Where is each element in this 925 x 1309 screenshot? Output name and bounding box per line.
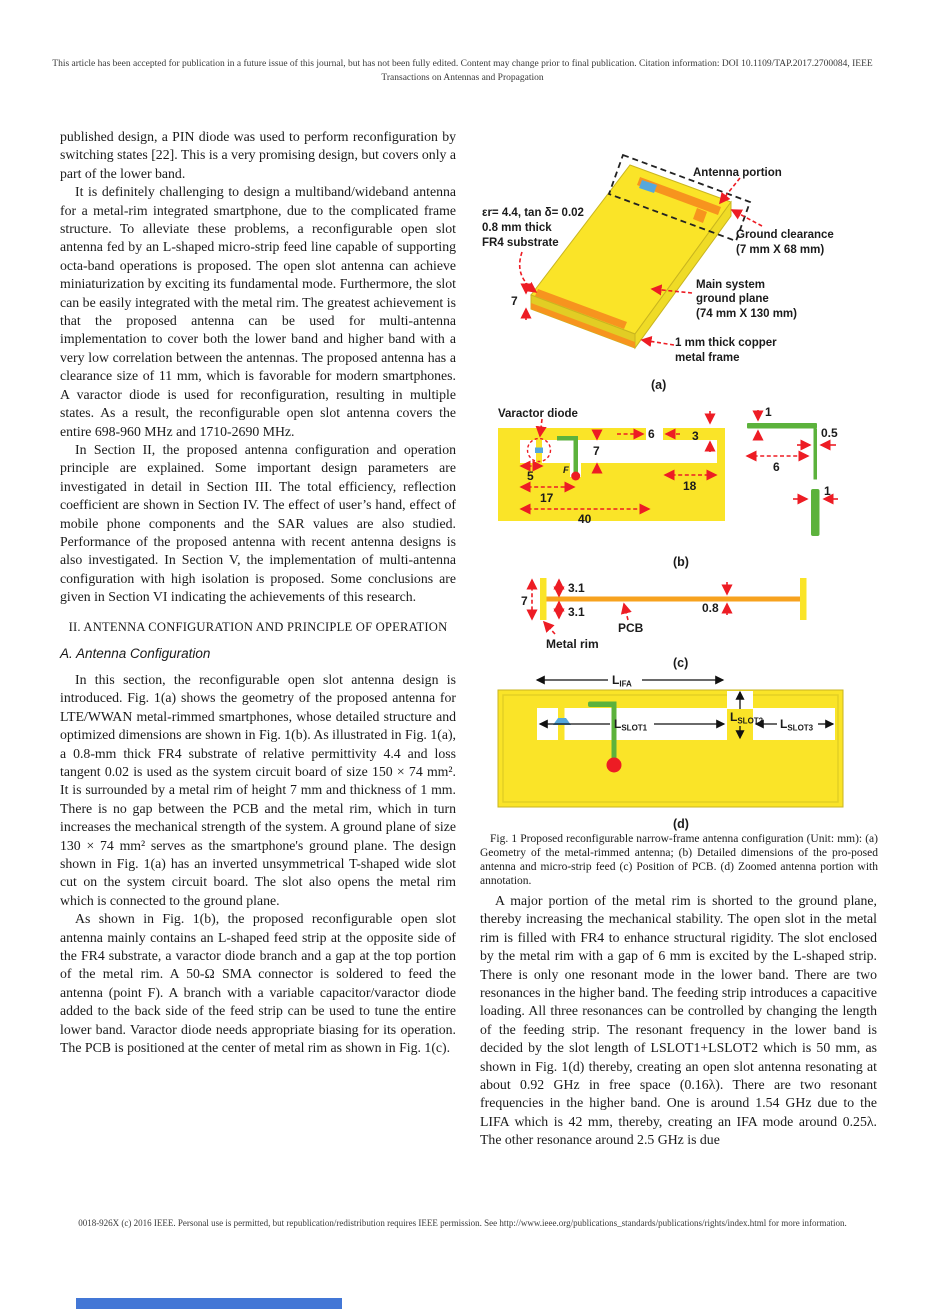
dim-31-top: 3.1 <box>568 581 585 595</box>
metal-rim-right <box>800 578 807 620</box>
body-paragraph: In Section II, the proposed antenna configuration and operation principle are explained. Some important design parameters are investigated in detail in Section III. The total efficiency, reflection coefficient are shown in Section IV. The effect of user’s hand, effect of mobile phone components and the SAR values are also studied. Performance of the proposed antenna with recent antenna designs is also investigated. In Section V, the implementation of multi-antenna configuration with high isolation is proposed. Some conclusions are given in Section VI indicating the achievements of this research. <box>60 441 456 605</box>
label-substrate-3: FR4 substrate <box>482 237 559 249</box>
right-column <box>480 892 877 1150</box>
copyright-notice: 0018-926X (c) 2016 IEEE. Personal use is permitted, but republication/redistribution requires IEEE permission. See http://www.ieee.org/publications_standards/publications/rights/index.html for more information. <box>78 1218 847 1228</box>
figure-1c <box>480 568 880 670</box>
arrow-fr4 <box>520 252 536 292</box>
figure-1d <box>480 670 880 832</box>
arrow-metal-rim <box>544 622 555 634</box>
dim-1-bottom: 1 <box>824 484 831 498</box>
lstrip-horizontal <box>747 423 817 429</box>
dim-18: 18 <box>683 479 697 493</box>
figure-1a <box>478 152 890 400</box>
arrow-antenna-portion <box>720 178 740 203</box>
dim-1-top: 1 <box>765 405 772 419</box>
label-frame-2: metal frame <box>675 352 740 364</box>
subfig-label-a: (a) <box>651 378 667 392</box>
body-paragraph: As shown in Fig. 1(b), the proposed reconfigurable open slot antenna mainly contains an L-shaped feed strip at the opposite side of the FR4 substrate, a varactor diode branch and a gap at the top portion of the metal rim. A 50-Ω SMA connector is soldered to feed the antenna (point F). A branch with a variable capacitor/varactor diode added to the back side of the feed strip can be used to tune the entire lower band. Varactor diode needs appropriate biasing for its operation. The PCB is positioned at the center of metal rim as shown in Fig. 1(c). <box>60 911 456 1056</box>
dim-17: 17 <box>540 491 554 505</box>
label-substrate-1: εr= 4.4, tan δ= 0.02 <box>482 207 584 219</box>
dim-08: 0.8 <box>702 601 719 615</box>
label-ground-plane-3: (74 mm X 130 mm) <box>696 308 797 320</box>
dim-7: 7 <box>521 594 528 608</box>
dim-7: 7 <box>593 444 600 458</box>
feed-point <box>571 472 580 481</box>
label-antenna-portion: Antenna portion <box>693 167 782 179</box>
dim-40: 40 <box>578 512 592 526</box>
label-lslot3: $L_{SLOT3}$ <box>780 717 814 733</box>
label-ground-plane-1: Main system <box>696 279 766 291</box>
label-varactor-diode: Varactor diode <box>498 408 578 420</box>
feed-point <box>607 758 622 773</box>
metal-rim-left <box>540 578 547 620</box>
open-slot <box>520 440 717 463</box>
publication-notice <box>0 57 925 85</box>
figure-1c-diagram <box>480 568 880 670</box>
figure-1b <box>480 403 880 569</box>
label-frame-1: 1 mm thick copper <box>675 337 777 349</box>
label-ground-clearance-1: Ground clearance <box>736 229 834 241</box>
label-lslot2: $L_{SLOT2}$ <box>730 710 764 726</box>
feed-strip-vertical <box>574 436 579 475</box>
subfig-label-b: (b) <box>673 555 689 569</box>
pcb-bar <box>547 597 801 602</box>
figure-1d-diagram <box>480 670 880 832</box>
label-pcb: PCB <box>618 621 644 635</box>
dim-6: 6 <box>648 427 655 441</box>
section-heading: II. ANTENNA CONFIGURATION AND PRINCIPLE OF OPERATION <box>68 619 448 634</box>
dim-05: 0.5 <box>821 426 838 440</box>
figure-1b-diagram <box>480 403 880 569</box>
dim-3: 3 <box>692 429 699 443</box>
lstrip-vertical-wide <box>811 489 820 536</box>
arrow-pcb <box>624 604 628 620</box>
selection-highlight-bar <box>76 1298 342 1309</box>
dim-7: 7 <box>511 294 518 308</box>
arrow-ground-clearance <box>732 210 762 226</box>
varactor-chip <box>535 448 543 454</box>
lstrip-vertical-thin <box>814 429 818 480</box>
figure-caption: Fig. 1 Proposed reconfigurable narrow-frame antenna configuration (Unit: mm): (a) Geometry of the metal-rimmed antenna; (b) Detailed dimensions of the pro-posed antenna and micro-strip feed (c) Position of PCB. (d) Zoomed antenna portion with annotation. <box>480 833 878 887</box>
label-lslot1: $L_{SLOT1}$ <box>614 717 648 733</box>
label-lifa: $L_{IFA}$ <box>612 673 632 689</box>
label-substrate-2: 0.8 mm thick <box>482 222 552 234</box>
feed-strip-vertical <box>612 702 617 763</box>
notice-line1: This article has been accepted for publication in a future issue of this journal, but has not been fully edited. Content may change prior to final publication. Citation information: DOI 10.1109/TAP.2017.2700084, IEEE <box>52 59 873 69</box>
dim-31-bottom: 3.1 <box>568 605 585 619</box>
body-paragraph: In this section, the reconfigurable open slot antenna design is introduced. Fig. 1(a) shows the geometry of the proposed antenna for LTE/WWAN metal-rimmed smartphones, whose detailed structure and optimized dimensions are shown in Fig. 1(b). As illustrated in Fig. 1(a), a 0.8-mm thick FR4 substrate of relative permittivity 4.4 and loss tangent 0.02 is used as the system circuit board of size 150 × 74 mm². It is surrounded by a metal rim of height 7 mm and thickness of 1 mm. There is no gap between the PCB and the metal rim, which in turn increases the mechanical strength of the system. A ground plane of size 130 × 74 mm² serves as the smartphone's ground plane. The design shown in Fig. 1(a) has an inverted unsymmetrical T-shaped wide slot cut on the system circuit board. The slot also opens the metal rim which is connected to the ground plane. <box>60 671 456 908</box>
arrow-metal-frame <box>642 340 674 345</box>
subfig-label-c: (c) <box>673 656 689 670</box>
label-ground-clearance-2: (7 mm X 68 mm) <box>736 244 825 256</box>
antenna-board <box>498 690 843 807</box>
dim-5: 5 <box>527 469 534 483</box>
body-paragraph: published design, a PIN diode was used to perform reconfiguration by switching states [22]. This is a very promising design, but covers only a part of the lower band. <box>60 129 456 181</box>
subsection-heading: A. Antenna Configuration <box>60 645 211 661</box>
body-paragraph: A major portion of the metal rim is shorted to the ground plane, thereby increasing the mechanical stability. The open slot in the metal rim is filled with FR4 to enhance structural rigidity. The slot enclosed by the metal rim with a gap of 6 mm is excited by the L-shaped strip. There is only one resonant mode in the lower band. There are two resonances in the higher band. The feeding strip introduces a capacitive loading. All three resonances can be controlled by changing the length of the feeding strip. The resonant frequency in the lower band is decided by the slot length of LSLOT1+LSLOT2 which is 50 mm, as shown in Fig. 1(d) thereby, creating an open slot antenna resonating at about 0.92 GHz in free space (0.16λ). There are two resonant frequencies in the higher band. One is around 1.54 GHz due to the LIFA which is 42 mm, thereby, creating an IFA mode around 0.25λ. The other resonance around 2.5 GHz is due <box>480 893 877 1148</box>
dim-6-right: 6 <box>773 460 780 474</box>
left-column <box>60 128 456 1058</box>
notice-line2: Transactions on Antennas and Propagation <box>381 73 544 83</box>
body-paragraph: It is definitely challenging to design a multiband/wideband antenna for a metal-rim integrated smartphone, due to the complicated frame structure. To alleviate these problems, a reconfigurable open slot antenna fed by an L-shaped micro-strip feed line capable of supporting octa-band operations is proposed. The open slot antenna can achieve miniaturization by exciting its fundamental mode. Furthermore, the slot can be easily integrated with the metal rim. The greatest achievement is that the proposed antenna can be used for multi-antenna implementation to cover both the lower band and higher band with a very low correlation between the antennas. The proposed antenna has a clearance size of 11 mm, which is favorable for modern smartphones. A varactor diode is used for reconfiguration, resulting in multiple states. As a result, the reconfigurable open slot antenna covers the entire 698-960 MHz and 1710-2690 MHz. <box>60 184 456 439</box>
figure-1a-diagram <box>478 152 890 400</box>
label-metal-rim: Metal rim <box>546 637 599 651</box>
label-ground-plane-2: ground plane <box>696 293 769 305</box>
subfig-label-d: (d) <box>673 817 689 831</box>
point-f: F <box>563 465 569 476</box>
